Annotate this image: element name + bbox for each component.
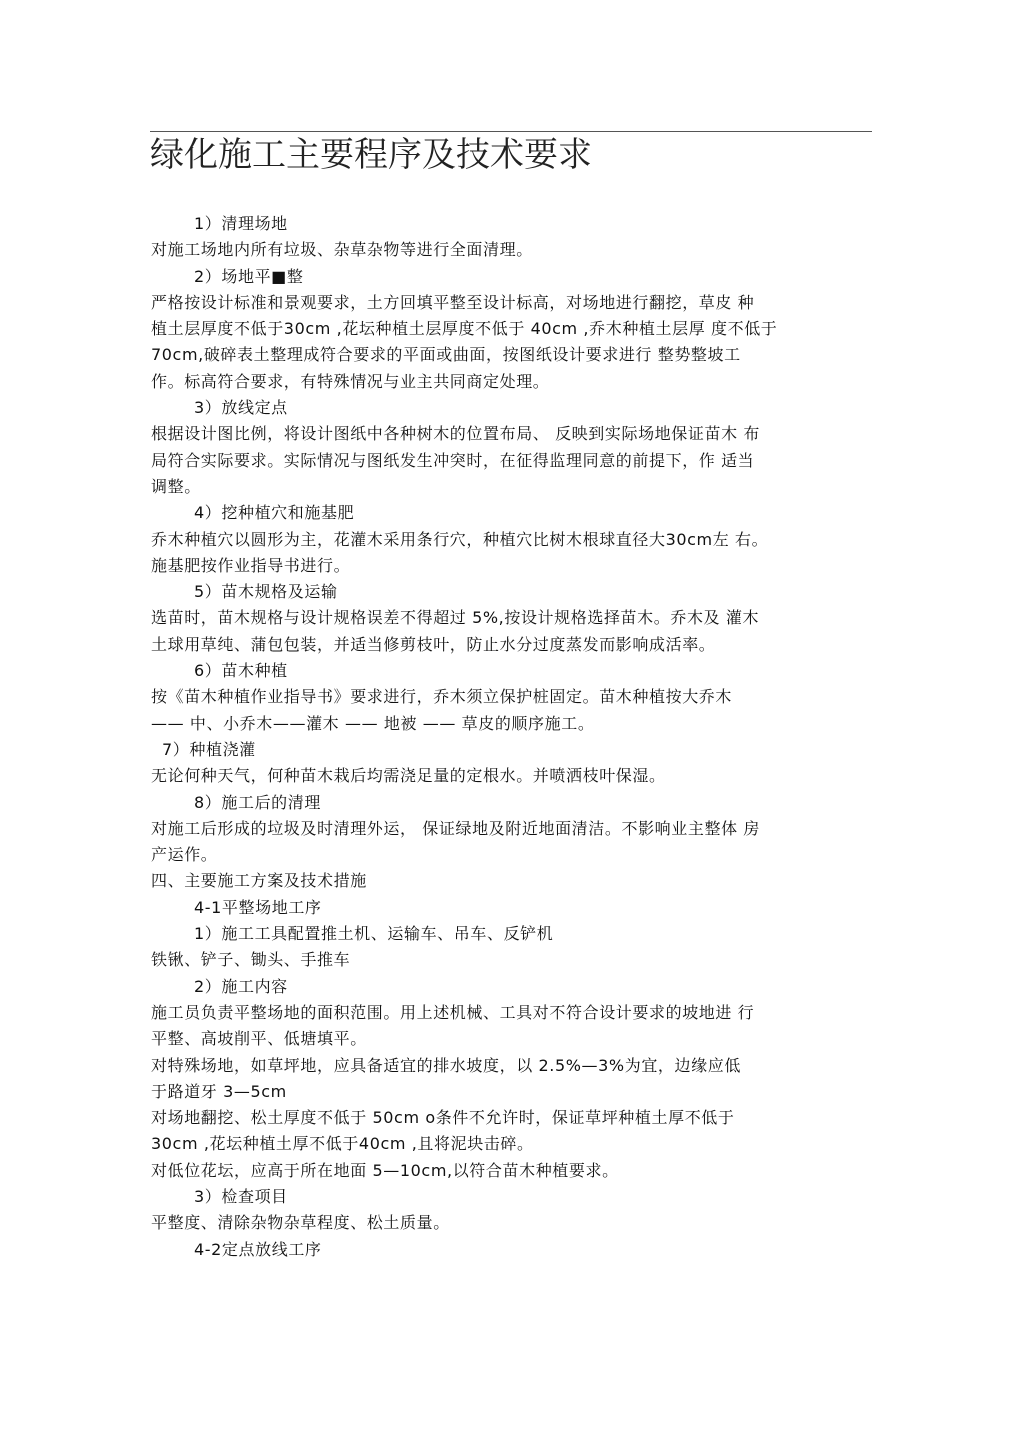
text-line: 2）施工内容 <box>194 976 288 996</box>
text-line: 四、主要施工方案及技术措施 <box>151 871 367 891</box>
text-line: 按《苗木种植作业指导书》要求进行，乔木须立保护桩固定。苗木种植按大乔木 <box>151 687 733 707</box>
document-body <box>151 211 871 1263</box>
text-line: 30cm ,花坛种植土厚不低于40cm ,且将泥块击碎。 <box>151 1134 534 1154</box>
text-line: 8）施工后的清理 <box>194 792 321 812</box>
text-line: 施工员负责平整场地的面积范围。用上述机械、工具对不符合设计要求的坡地进 行 <box>151 1002 755 1022</box>
text-line: 局符合实际要求。实际情况与图纸发生冲突时，在征得监理同意的前提下，作 适当 <box>151 450 755 470</box>
text-line: 4-2定点放线工序 <box>194 1239 322 1259</box>
text-line: 严格按设计标准和景观要求，土方回填平整至设计标高，对场地进行翻挖，草皮 种 <box>151 292 755 312</box>
text-line: 4-1平整场地工序 <box>194 897 322 917</box>
text-line: 3）检查项目 <box>194 1186 288 1206</box>
text-line: 对场地翻挖、松土厚度不低于 50cm o条件不允许时，保证草坪种植土厚不低于 <box>151 1108 735 1128</box>
text-line: 于路道牙 3—5cm <box>151 1081 287 1101</box>
text-line: 平整、高坡削平、低塘填平。 <box>151 1029 367 1049</box>
text-line: 植土层厚度不低于30cm ,花坛种植土层厚度不低于 40cm ,乔木种植土层厚 度不低于 <box>151 319 778 339</box>
text-line: 5）苗木规格及运输 <box>194 582 338 602</box>
text-line: 对特殊场地，如草坪地，应具备适宜的排水坡度，以 2.5%—3%为宜，边缘应低 <box>151 1055 741 1075</box>
text-line: 1）施工工具配置推土机、运输车、吊车、反铲机 <box>194 924 554 944</box>
text-line: 3）放线定点 <box>194 398 288 418</box>
text-line: —— 中、小乔木——灌木 —— 地被 —— 草皮的顺序施工。 <box>151 713 595 733</box>
text-line: 70cm,破碎表土整理成符合要求的平面或曲面，按图纸设计要求进行 整势整坡工 <box>151 345 741 365</box>
text-line: 土球用草纯、蒲包包装，并适当修剪枝叶，防止水分过度蒸发而影响成活率。 <box>151 634 716 654</box>
text-line: 对施工场地内所有垃圾、杂草杂物等进行全面清理。 <box>151 240 533 260</box>
text-line: 产运作。 <box>151 845 218 865</box>
text-line: 1）清理场地 <box>194 214 288 233</box>
document-title: 绿化施工主要程序及技术要求 <box>150 135 592 175</box>
text-line: 4）挖种植穴和施基肥 <box>194 503 355 523</box>
text-line: 平整度、清除杂物杂草程度、松土质量。 <box>151 1213 450 1233</box>
text-line: 7）种植浇灌 <box>162 739 256 759</box>
text-line: 调整。 <box>151 476 201 496</box>
text-line: 铁锹、铲子、锄头、手推车 <box>151 950 351 970</box>
text-line: 选苗时，苗木规格与设计规格误差不得超过 5%,按设计规格选择苗木。乔木及 灌木 <box>151 608 760 628</box>
text-line: 无论何种天气，何种苗木栽后均需浇足量的定根水。并喷洒枝叶保湿。 <box>151 766 666 786</box>
text-line: 根据设计图比例，将设计图纸中各种树木的位置布局、 反映到实际场地保证苗木 布 <box>151 424 760 444</box>
text-line: 作。标高符合要求，有特殊情况与业主共同商定处理。 <box>151 371 550 391</box>
text-line: 乔木种植穴以圆形为主，花灌木采用条行穴，种植穴比树木根球直径大30cm左 右。 <box>151 529 769 549</box>
text-line: 6）苗木种植 <box>194 661 288 681</box>
text-line: 对低位花坛，应高于所在地面 5—10cm,以符合苗木种植要求。 <box>151 1160 619 1180</box>
text-line: 施基肥按作业指导书进行。 <box>151 555 351 575</box>
text-line: 2）场地平■整 <box>194 266 304 286</box>
text-line: 对施工后形成的垃圾及时清理外运， 保证绿地及附近地面清洁。不影响业主整体 房 <box>151 818 760 838</box>
